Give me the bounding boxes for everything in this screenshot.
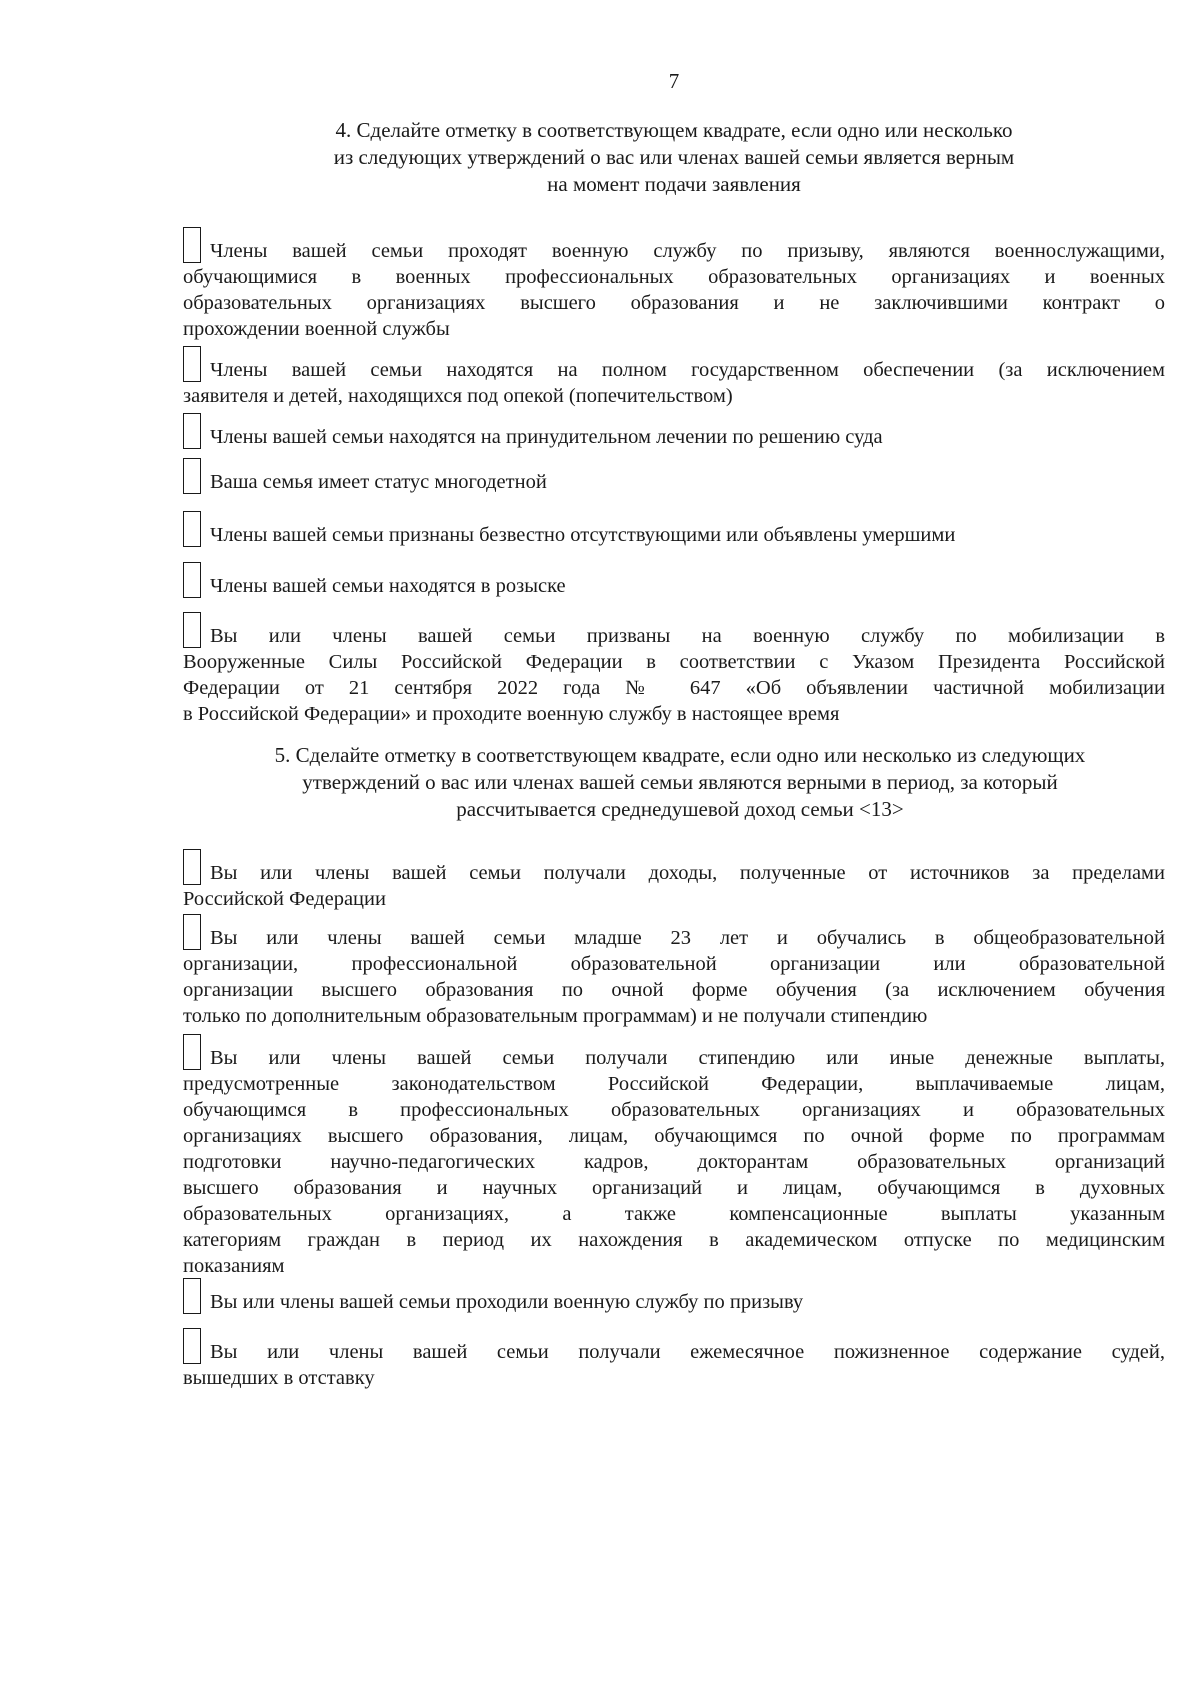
- section-5-item-conscription-service: [183, 1278, 1165, 1315]
- item-line: только по дополнительным образовательным программам) и не получали стипендию: [183, 1005, 928, 1027]
- item-line: Вооруженные Силы Российской Федерации в соответствии с Указом Президента Российской: [183, 651, 1165, 673]
- heading-line: 4. Сделайте отметку в соответствующем квадрате, если одно или несколько: [335, 118, 1013, 142]
- section-5-heading: [180, 742, 1180, 823]
- section-4-item-mobilization: [183, 612, 1165, 727]
- item-line: вышедших в отставку: [183, 1367, 375, 1389]
- section-5-item-retired-judges: [183, 1328, 1165, 1391]
- item-line: образовательных организациях, а также компенсационные выплаты указанным: [183, 1203, 1165, 1225]
- item-first-line: Члены вашей семьи признаны безвестно отсутствующими или объявлены умершими: [210, 524, 956, 546]
- section-5-item-students-under-23: [183, 914, 1165, 1029]
- section-4-item-missing-or-deceased: [183, 511, 1165, 548]
- item-line: заявителя и детей, находящихся под опекой (попечительством): [183, 385, 733, 407]
- section-4-item-wanted: [183, 562, 1165, 599]
- checkbox[interactable]: [183, 1278, 201, 1314]
- item-first-line: Члены вашей семьи находятся в розыске: [210, 575, 566, 597]
- heading-line: на момент подачи заявления: [547, 172, 801, 196]
- checkbox[interactable]: [183, 612, 201, 648]
- checkbox[interactable]: [183, 227, 201, 263]
- item-line: показаниям: [183, 1255, 285, 1277]
- item-first-line: Вы или члены вашей семьи призваны на военную службу по мобилизации в: [210, 625, 1165, 647]
- item-line: организации, профессиональной образовательной организации или образовательной: [183, 953, 1165, 975]
- section-4-item-large-family: [183, 458, 1165, 495]
- item-first-line: Ваша семья имеет статус многодетной: [210, 471, 547, 493]
- section-4-item-state-support: [183, 346, 1165, 409]
- page-number: 7: [668, 69, 680, 93]
- item-line: Федерации от 21 сентября 2022 года № 647 «Об объявлении частичной мобилизации: [183, 677, 1165, 699]
- item-line: организациях высшего образования, лицам, обучающимся по очной форме по программам: [183, 1125, 1165, 1147]
- checkbox[interactable]: [183, 1034, 201, 1070]
- section-5-item-foreign-income: [183, 849, 1165, 912]
- item-first-line: Вы или члены вашей семьи младше 23 лет и обучались в общеобразовательной: [210, 927, 1165, 949]
- item-line: организации высшего образования по очной форме обучения (за исключением обучения: [183, 979, 1165, 1001]
- item-line: подготовки научно-педагогических кадров, докторантам образовательных организаций: [183, 1151, 1165, 1173]
- item-first-line: Члены вашей семьи находятся на полном государственном обеспечении (за исключением: [210, 359, 1165, 381]
- checkbox[interactable]: [183, 346, 201, 382]
- item-line: обучающимся в профессиональных образовательных организациях и образовательных: [183, 1099, 1165, 1121]
- heading-line: из следующих утверждений о вас или членах вашей семьи является верным: [333, 145, 1015, 169]
- section-4-heading: [180, 117, 1168, 198]
- item-line: образовательных организациях высшего образования и не заключившими контракт о: [183, 292, 1165, 314]
- checkbox[interactable]: [183, 849, 201, 885]
- section-4-item-military-conscription: [183, 227, 1165, 342]
- item-line: в Российской Федерации» и проходите военную службу в настоящее время: [183, 703, 840, 725]
- item-line: Российской Федерации: [183, 888, 386, 910]
- item-first-line: Вы или члены вашей семьи получали стипендию или иные денежные выплаты,: [210, 1047, 1165, 1069]
- item-first-line: Вы или члены вашей семьи получали доходы, полученные от источников за пределами: [210, 862, 1165, 884]
- item-first-line: Вы или члены вашей семьи проходили военную службу по призыву: [210, 1291, 804, 1313]
- heading-line: 5. Сделайте отметку в соответствующем квадрате, если одно или несколько из следующих: [274, 743, 1086, 767]
- checkbox[interactable]: [183, 458, 201, 494]
- section-5-item-scholarship: [183, 1034, 1165, 1279]
- checkbox[interactable]: [183, 1328, 201, 1364]
- item-first-line: Вы или члены вашей семьи получали ежемесячное пожизненное содержание судей,: [210, 1341, 1165, 1363]
- checkbox[interactable]: [183, 562, 201, 598]
- item-first-line: Члены вашей семьи проходят военную службу по призыву, являются военнослужащими,: [210, 240, 1165, 262]
- item-line: обучающимися в военных профессиональных образовательных организациях и военных: [183, 266, 1165, 288]
- item-line: категориям граждан в период их нахождения в академическом отпуске по медицинским: [183, 1229, 1165, 1251]
- checkbox[interactable]: [183, 511, 201, 547]
- checkbox[interactable]: [183, 914, 201, 950]
- item-line: предусмотренные законодательством Российской Федерации, выплачиваемые лицам,: [183, 1073, 1165, 1095]
- heading-line: утверждений о вас или членах вашей семьи являются верными в период, за который: [302, 770, 1058, 794]
- item-line: высшего образования и научных организаций и лицам, обучающимся в духовных: [183, 1177, 1165, 1199]
- checkbox[interactable]: [183, 413, 201, 449]
- section-4-item-compulsory-treatment: [183, 413, 1165, 450]
- item-first-line: Члены вашей семьи находятся на принудительном лечении по решению суда: [210, 426, 883, 448]
- heading-line: рассчитывается среднедушевой доход семьи <13>: [456, 797, 904, 821]
- item-line: прохождении военной службы: [183, 318, 450, 340]
